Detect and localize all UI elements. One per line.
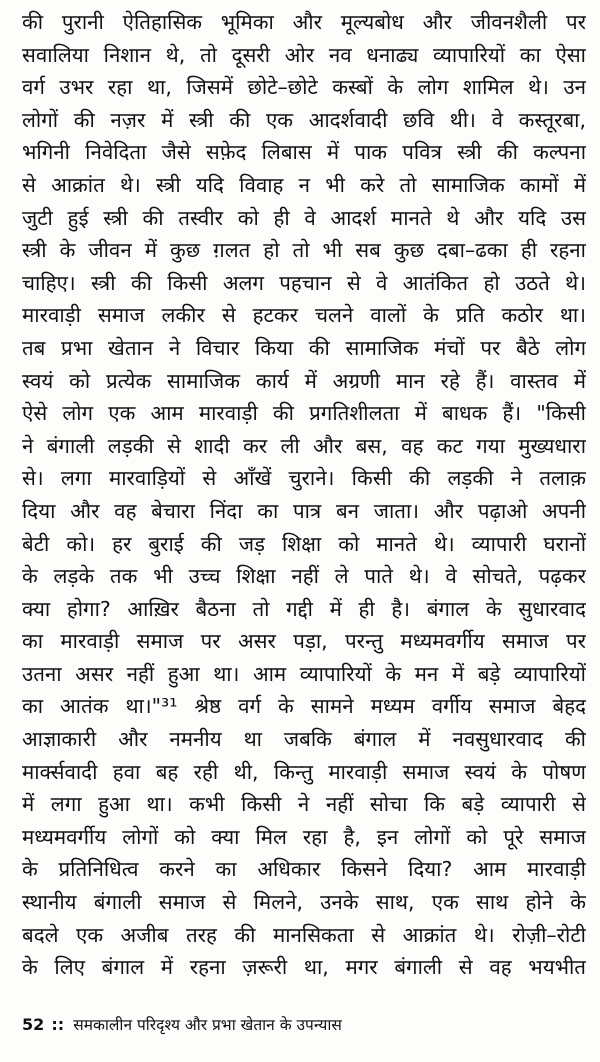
body-text: [22, 6, 586, 984]
text-line: स्वयं को प्रत्येक सामाजिक कार्य में अग्रणी मान रहे हैं। वास्तव में: [22, 368, 586, 393]
page-number: 52: [22, 1015, 45, 1034]
text-line: ऐसे लोग एक आम मारवाड़ी की प्रगतिशीलता में बाधक हैं। "किसी: [22, 401, 586, 426]
text-line: दिया और वह बेचारा निंदा का पात्र बन जाता। और पढ़ाओ अपनी: [22, 498, 586, 523]
text-line: लोगों की नज़र में स्त्री की एक आदर्शवादी छवि थी। वे कस्तूरबा,: [22, 107, 586, 132]
text-line: स्त्री के जीवन में कुछ ग़लत हो तो भी सब कुछ दबा–ढका ही रहना: [22, 238, 586, 263]
text-line: बदले एक अजीब तरह की मानसिकता से आक्रांत थे। रोज़ी–रोटी: [22, 922, 586, 947]
text-line: मध्यमवर्गीय लोगों को क्या मिल रहा है, इन लोगों को पूरे समाज: [22, 824, 586, 849]
text-line: वर्ग उभर रहा था, जिसमें छोटे–छोटे कस्बों के लोग शामिल थे। उन: [22, 75, 586, 100]
text-line: के प्रतिनिधित्व करने का अधिकार किसने दिया? आम मारवाड़ी: [22, 857, 586, 882]
text-line: बेटी को। हर बुराई की जड़ शिक्षा को मानते थे। व्यापारी घरानों: [22, 531, 586, 556]
text-line: सवालिया निशान थे, तो दूसरी ओर नव धनाढ्य व्यापारियों का ऐसा: [22, 42, 586, 67]
running-title: समकालीन परिदृश्य और प्रभा खेतान के उपन्यास: [73, 1016, 342, 1034]
text-line: से आक्रांत थे। स्त्री यदि विवाह न भी करे तो सामाजिक कामों में: [22, 172, 586, 197]
text-line: की पुरानी ऐतिहासिक भूमिका और मूल्यबोध और जीवनशैली पर: [22, 10, 586, 34]
text-line: से। लगा मारवाड़ियों से आँखें चुराने। किसी की लड़की ने तलाक़: [22, 466, 586, 491]
text-line: मार्क्सवादी हवा बह रही थी, किन्तु मारवाड़ी समाज स्वयं के पोषण: [22, 759, 586, 784]
text-line: के लड़के तक भी उच्च शिक्षा नहीं ले पाते थे। वे सोचते, पढ़कर: [22, 564, 586, 589]
text-line: स्थानीय बंगाली समाज से मिलने, उनके साथ, एक साथ होने के: [22, 890, 586, 915]
text-line: मारवाड़ी समाज लकीर से हटकर चलने वालों के प्रति कठोर था।: [22, 303, 586, 328]
text-line: जुटी हुई स्त्री की तस्वीर को ही वे आदर्श मानते थे और यदि उस: [22, 205, 586, 230]
text-line: ने बंगाली लड़की से शादी कर ली और बस, वह कट गया मुख्यधारा: [22, 433, 586, 458]
text-line: उतना असर नहीं हुआ था। आम व्यापारियों के मन में बड़े व्यापारियों: [22, 661, 586, 686]
text-line: क्या होगा? आख़िर बैठना तो गद्दी में ही है। बंगाल के सुधारवाद: [22, 596, 586, 621]
page-footer: [22, 1010, 582, 1040]
text-line: का मारवाड़ी समाज पर असर पड़ा, परन्तु मध्यमवर्गीय समाज पर: [22, 629, 586, 654]
text-line: के लिए बंगाल में रहना ज़रूरी था, मगर बंगाली से वह भयभीत: [22, 955, 586, 980]
text-line: भगिनी निवेदिता जैसे सफ़ेद लिबास में पाक पवित्र स्त्री की कल्पना: [22, 140, 586, 165]
text-line: तब प्रभा खेतान ने विचार किया की सामाजिक मंचों पर बैठे लोग: [22, 335, 586, 360]
text-line: का आतंक था।"³¹ श्रेष्ठ वर्ग के सामने मध्यम वर्गीय समाज बेहद: [22, 694, 586, 719]
footer-separator: ::: [51, 1015, 65, 1034]
text-line: में लगा हुआ था। कभी किसी ने नहीं सोचा कि बड़े व्यापारी से: [22, 792, 586, 817]
text-line: चाहिए। स्त्री की किसी अलग पहचान से वे आतंकित हो उठते थे।: [22, 270, 586, 295]
text-line: आज्ञाकारी और नमनीय था जबकि बंगाल में नवसुधारवाद की: [22, 727, 586, 752]
